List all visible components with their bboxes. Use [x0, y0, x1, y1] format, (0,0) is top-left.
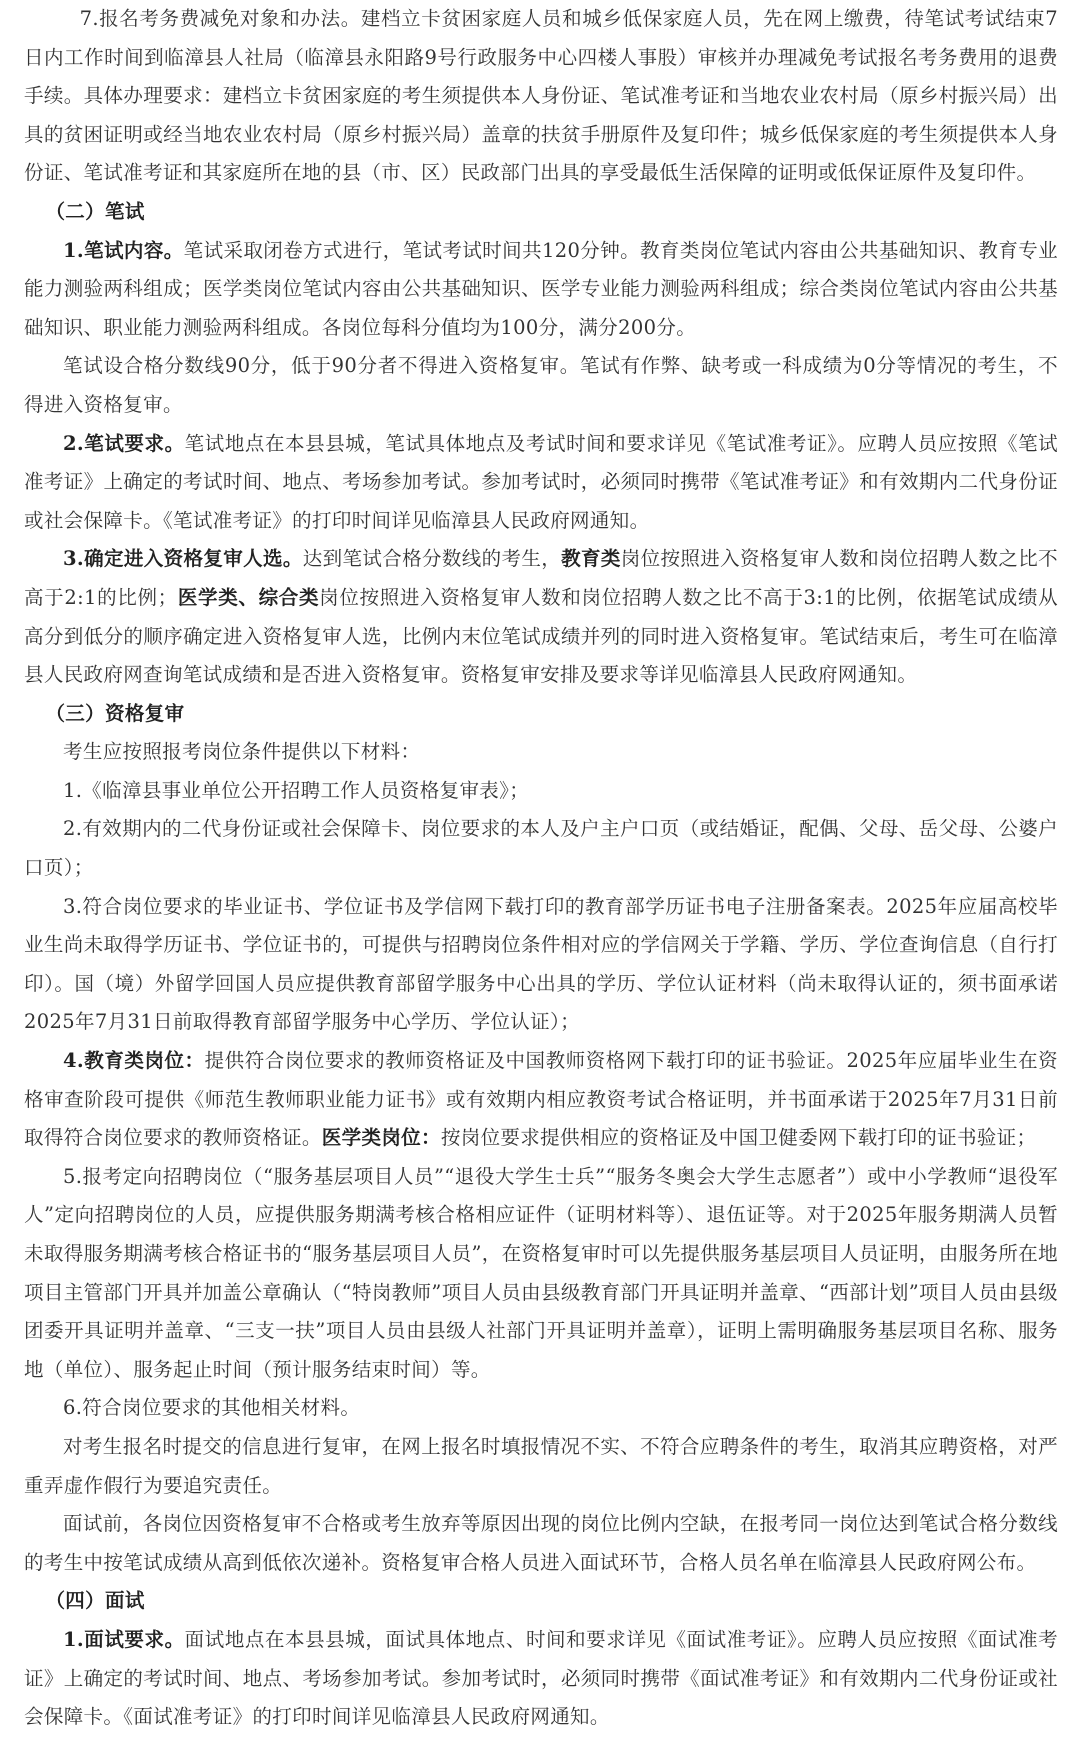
material-item-4: [24, 1042, 1058, 1158]
written-exam-content-paragraph: [24, 232, 1058, 348]
bold-term-medical-post: 医学类岗位：: [321, 1126, 441, 1150]
bold-lead: 3.确定进入资格复审人选。: [63, 547, 303, 571]
passing-score-paragraph: 笔试设合格分数线90分，低于90分者不得进入资格复审。笔试有作弊、缺考或一科成绩为0分等情况的考生，不得进入资格复审。: [24, 354, 1058, 416]
bold-lead: 1.面试要求。: [63, 1627, 185, 1651]
paragraph-text: 笔试地点在本县县城，笔试具体地点及考试时间和要求详见《笔试准考证》。应聘人员应按照《笔试准考证》上确定的考试时间、地点、考场参加考试。参加考试时，必须同时携带《笔试准考证》和有效期内二代身份证或社会保障卡。《笔试准考证》的打印时间详见临漳县人民政府网通知。: [24, 431, 1059, 532]
bold-term-medical-general: 医学类、综合类: [177, 585, 320, 609]
section-heading-qualification-review: （三）资格复审: [45, 701, 185, 725]
material-item-2: 2.有效期内的二代身份证或社会保障卡、岗位要求的本人及户主户口页（或结婚证，配偶、父母、岳父母、公婆户口页）；: [24, 817, 1058, 880]
written-exam-requirements-paragraph: [24, 425, 1058, 541]
bold-lead: 1.笔试内容。: [63, 238, 184, 262]
paragraph-text: 笔试采取闭卷方式进行，笔试考试时间共120分钟。教育类岗位笔试内容由公共基础知识、教育专业能力测验两科组成；医学类岗位笔试内容由公共基础知识、医学专业能力测验两科组成；综合类岗位笔试内容由公共基础知识、职业能力测验两科组成。各岗位每科分值均为100分，满分200分。: [24, 238, 1058, 339]
bold-lead: 4.教育类岗位：: [63, 1049, 205, 1073]
paragraph-text: 岗位按照进入资格复审人数和岗位招聘人数之比不高于3:1的比例，依据笔试成绩从高分到低分的顺序确定进入资格复审人选，比例内末位笔试成绩并列的同时进入资格复审。笔试结束后，考生可在临漳县人民政府网查询笔试成绩和是否进入资格复审。资格复审安排及要求等详见临漳县人民政府网通知。: [24, 585, 1058, 687]
material-item-5: 5.报考定向招聘岗位（“服务基层项目人员”“退役大学生士兵”“服务冬奥会大学生志愿者”）或中小学教师“退役军人”定向招聘岗位的人员，应提供服务期满考核合格相应证件（证明材料等）、退伍证等。对于2025年服务期满人员暂未取得服务期满考核合格证书的“服务基层项目人员”，在资格复审时可以先提供服务基层项目人员证明，由服务所在地项目主管部门开具并加盖公章确认（“特岗教师”项目人员由县级教育部门开具证明并盖章、“西部计划”项目人员由县级团委开具证明并盖章、“三支一扶”项目人员由县级人社部门开具证明并盖章），证明上需明确服务基层项目名称、服务地（单位）、服务起止时间（预计服务结束时间）等。: [24, 1164, 1058, 1381]
interview-requirements-paragraph: [24, 1621, 1058, 1737]
paragraph-text: 提供符合岗位要求的教师资格证及中国教师资格网下载打印的证书验证。2025年应届毕业生在资格审查阶段可提供《师范生教师职业能力证书》或有效期内相应教资考试合格证明，并书面承诺于2025年7月31日前取得符合岗位要求的教师资格证。: [24, 1049, 1058, 1150]
materials-intro-paragraph: 考生应按照报考岗位条件提供以下材料：: [63, 740, 421, 764]
material-item-1: 1.《临漳县事业单位公开招聘工作人员资格复审表》；: [63, 778, 530, 802]
paragraph-text: 按岗位要求提供相应的资格证及中国卫健委网下载打印的证书验证；: [440, 1126, 1037, 1150]
section-heading-interview: （四）面试: [45, 1589, 145, 1613]
material-item-6: 6.符合岗位要求的其他相关材料。: [63, 1396, 361, 1420]
material-item-3: 3.符合岗位要求的毕业证书、学位证书及学信网下载打印的教育部学历证书电子注册备案表。2025年应届高校毕业生尚未取得学历证书、学位证书的，可提供与招聘岗位条件相对应的学信网关于学籍、学历、学位查询信息（自行打印）。国（境）外留学回国人员应提供教育部留学服务中心出具的学历、学位认证材料（尚未取得认证的，须书面承诺2025年7月31日前取得教育部留学服务中心学历、学位认证）；: [24, 894, 1058, 1034]
section-heading-written-exam: （二）笔试: [45, 199, 145, 223]
bold-term-education: 教育类: [561, 547, 621, 571]
paragraph-text: 岗位按照进入资格复审人数和岗位招聘人数之比不高于2:1的比例；: [24, 547, 1058, 609]
paragraph-text: 达到笔试合格分数线的考生，: [302, 547, 562, 571]
review-selection-paragraph: [24, 540, 1058, 694]
bold-lead: 2.笔试要求。: [63, 431, 185, 455]
fee-reduction-paragraph: 7.报名考务费减免对象和办法。建档立卡贫困家庭人员和城乡低保家庭人员，先在网上缴费，待笔试考试结束7日内工作时间到临漳县人社局（临漳县永阳路9号行政服务中心四楼人事股）审核并办理减免考试报名考务费用的退费手续。具体办理要求：建档立卡贫困家庭的考生须提供本人身份证、笔试准考证和当地农业农村局（原乡村振兴局）出具的贫困证明或经当地农业农村局（原乡村振兴局）盖章的扶贫手册原件及复印件；城乡低保家庭的考生须提供本人身份证、笔试准考证和其家庭所在地的县（市、区）民政部门出具的享受最低生活保障的证明或低保证原件及复印件。: [24, 7, 1058, 185]
vacancy-fill-paragraph: 面试前，各岗位因资格复审不合格或考生放弃等原因出现的岗位比例内空缺，在报考同一岗位达到笔试合格分数线的考生中按笔试成绩从高到低依次递补。资格复审合格人员进入面试环节，合格人员名单在临漳县人民政府网公布。: [24, 1512, 1058, 1574]
paragraph-text: 面试地点在本县县城，面试具体地点、时间和要求详见《面试准考证》。应聘人员应按照《面试准考证》上确定的考试时间、地点、考场参加考试。参加考试时，必须同时携带《面试准考证》和有效期内二代身份证或社会保障卡。《面试准考证》的打印时间详见临漳县人民政府网通知。: [24, 1627, 1059, 1729]
false-info-paragraph: 对考生报名时提交的信息进行复审，在网上报名时填报情况不实、不符合应聘条件的考生，取消其应聘资格，对严重弄虚作假行为要追究责任。: [24, 1434, 1058, 1497]
